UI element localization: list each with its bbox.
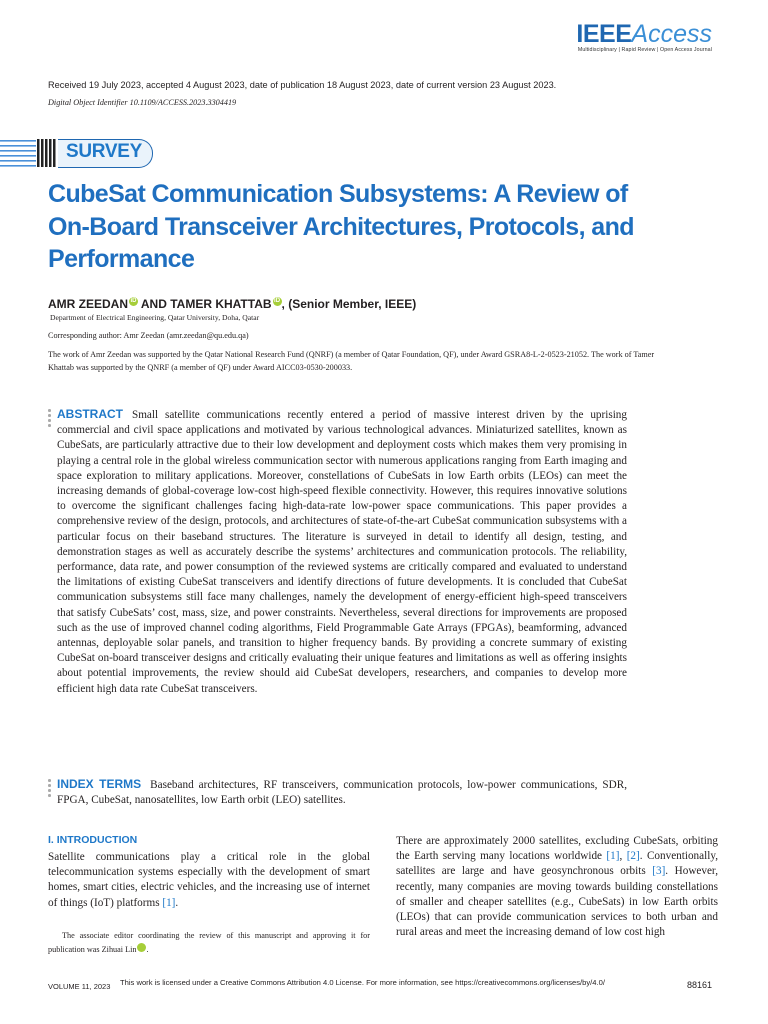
abstract-keyword: ABSTRACT	[57, 407, 123, 421]
author-membership: , (Senior Member, IEEE)	[281, 297, 417, 311]
citation-link[interactable]: [3]	[652, 865, 666, 878]
author-name: AND TAMER KHATTAB	[138, 297, 272, 311]
section-badge: SURVEY	[66, 141, 142, 162]
doi-line: Digital Object Identifier 10.1109/ACCESS.2023.3304419	[48, 98, 237, 107]
index-dots-icon	[48, 779, 52, 799]
index-terms-text: Baseband architectures, RF transceivers, communication protocols, low-power communications, SDR, FPGA, CubeSat, nanosatellites, low Earth orbit (LEO) satellites.	[57, 779, 627, 807]
journal-logo	[576, 20, 712, 53]
citation-link[interactable]: [2]	[626, 850, 640, 863]
orcid-icon[interactable]: iD	[274, 298, 281, 304]
paragraph-text: ,	[619, 850, 627, 863]
funding-statement: The work of Amr Zeedan was supported by the Qatar National Research Fund (QNRF) (a member of Qatar Foundation, QF), under Award GSRA8-L-2-0523-21052. The work of Tamer Khattab was supported by the QNRF (a member of QF) under Award AICC03-0530-200033.	[48, 350, 655, 372]
editor-footnote: The associate editor coordinating the review of this manuscript and approving it for publication was Zihuai Lin iD.	[48, 931, 370, 954]
paragraph-text: Satellite communications play a critical role in the global telecommunication systems especially with the development of smart homes, smart cities, electric vehicles, and the increasing use of internet of things (IoT) platforms	[48, 851, 370, 909]
citation-link[interactable]: [1]	[606, 850, 620, 863]
paper-title: CubeSat Communication Subsystems: A Review of On-Board Transceiver Architectures, Protocols, and Performance	[48, 180, 634, 273]
paragraph-text: . However, recently, many companies are moving towards building constellations of smaller and cheaper satellites (e.g., CubeSats) in low Earth orbits (LEOs) that can provide communication services to both urban and rural areas and meet the increasing demand of low cost high	[396, 865, 718, 939]
abstract-dots-icon	[48, 409, 52, 429]
journal-tagline: Multidisciplinary | Rapid Review | Open Access Journal	[577, 47, 712, 53]
author-line	[48, 297, 416, 311]
footer-license[interactable]: This work is licensed under a Creative Commons Attribution 4.0 License. For more information, see https://creativecommons.org/licenses/by/4.0/	[120, 978, 605, 987]
index-terms	[57, 777, 627, 808]
affiliation: Department of Electrical Engineering, Qatar University, Doha, Qatar	[50, 313, 260, 322]
journal-name-bold: IEEE	[576, 20, 632, 48]
intro-paragraph: Satellite communications play a critical role in the global telecommunication systems especially with the development of smart homes, smart cities, electric vehicles, and the increasing use of internet of things (IoT) platforms [1].	[48, 851, 370, 909]
orcid-icon[interactable]: iD	[137, 943, 146, 952]
orcid-icon[interactable]: iD	[130, 298, 137, 304]
corresponding-author: Corresponding author: Amr Zeedan (amr.zeedan@qu.edu.qa)	[48, 331, 249, 340]
received-dates: Received 19 July 2023, accepted 4 August 2023, date of publication 18 August 2023, date of current version 23 August 2023.	[48, 80, 557, 90]
footnote-text: The associate editor coordinating the review of this manuscript and approving it for publication was Zihuai Lin	[48, 931, 370, 954]
intro-paragraph-continued	[396, 834, 718, 940]
index-terms-keyword: INDEX TERMS	[57, 777, 142, 791]
paragraph-text: There are approximately 2000 satellites, excluding CubeSats, orbiting the Earth serving many locations worldwide	[396, 835, 718, 863]
footer-volume: VOLUME 11, 2023	[48, 982, 111, 991]
section-heading: I. INTRODUCTION	[48, 834, 138, 846]
abstract-text: Small satellite communications recently entered a period of massive interest driven by the uprising commercial and civil space applications and motivated by various technological advances. Miniaturized satellites, known as CubeSats, are particularly attractive due to their low development and deployment costs which makes them very promising in playing a central role in the global wireless communication sector with numerous applications ranging from Earth imaging and space exploration to military applications. Moreover, constellations of CubeSats in low Earth orbits (LEOs) can meet the increasing demands of global-coverage low-cost high-speed flexible connectivity. However, this requires innovative solutions to overcome the significant challenges facing high-data-rate low-power space communications. This paper provides a comprehensive review of the design, protocols, and architectures of state-of-the-art CubeSat communication subsystems with a particular focus on their baseband structures. The literature is surveyed in detail to identify all design, testing, and demonstration stages as well as accurately describe the systems’ architectures and communication protocols. The reliability, performance, data rate, and power consumption of the reviewed systems are critically compared and evaluated to understand the limitations of existing CubeSat transceivers and identify directions of future developments. It is concluded that CubeSat communication subsystems still face many challenges, namely the development of energy-efficient high-speed transceivers that satisfy CubeSats’ cost, mass, size, and power constraints. Nevertheless, several directions for improvements are proposed such as the use of improved channel coding algorithms, Field Programmable Gate Arrays (FPGAs), beamforming, advanced antennas, deployable solar panels, and transition to higher frequency bands. By providing a concrete summary of existing CubeSat on-board transceiver designs and critically evaluating their unique features and limitations as well as offering insights about potential improvements, the review should aid CubeSat developers, researchers, and companies to develop more efficient high data rate CubeSat transceivers.	[57, 409, 627, 695]
citation-link[interactable]: [1]	[162, 896, 176, 909]
abstract	[57, 407, 627, 697]
paragraph-text: . Conventionally, satellites are large and have geosynchronous orbits	[396, 850, 718, 878]
author-name: AMR ZEEDAN	[48, 297, 128, 311]
page-number: 88161	[686, 980, 712, 990]
journal-name-italic: Access	[631, 20, 712, 48]
